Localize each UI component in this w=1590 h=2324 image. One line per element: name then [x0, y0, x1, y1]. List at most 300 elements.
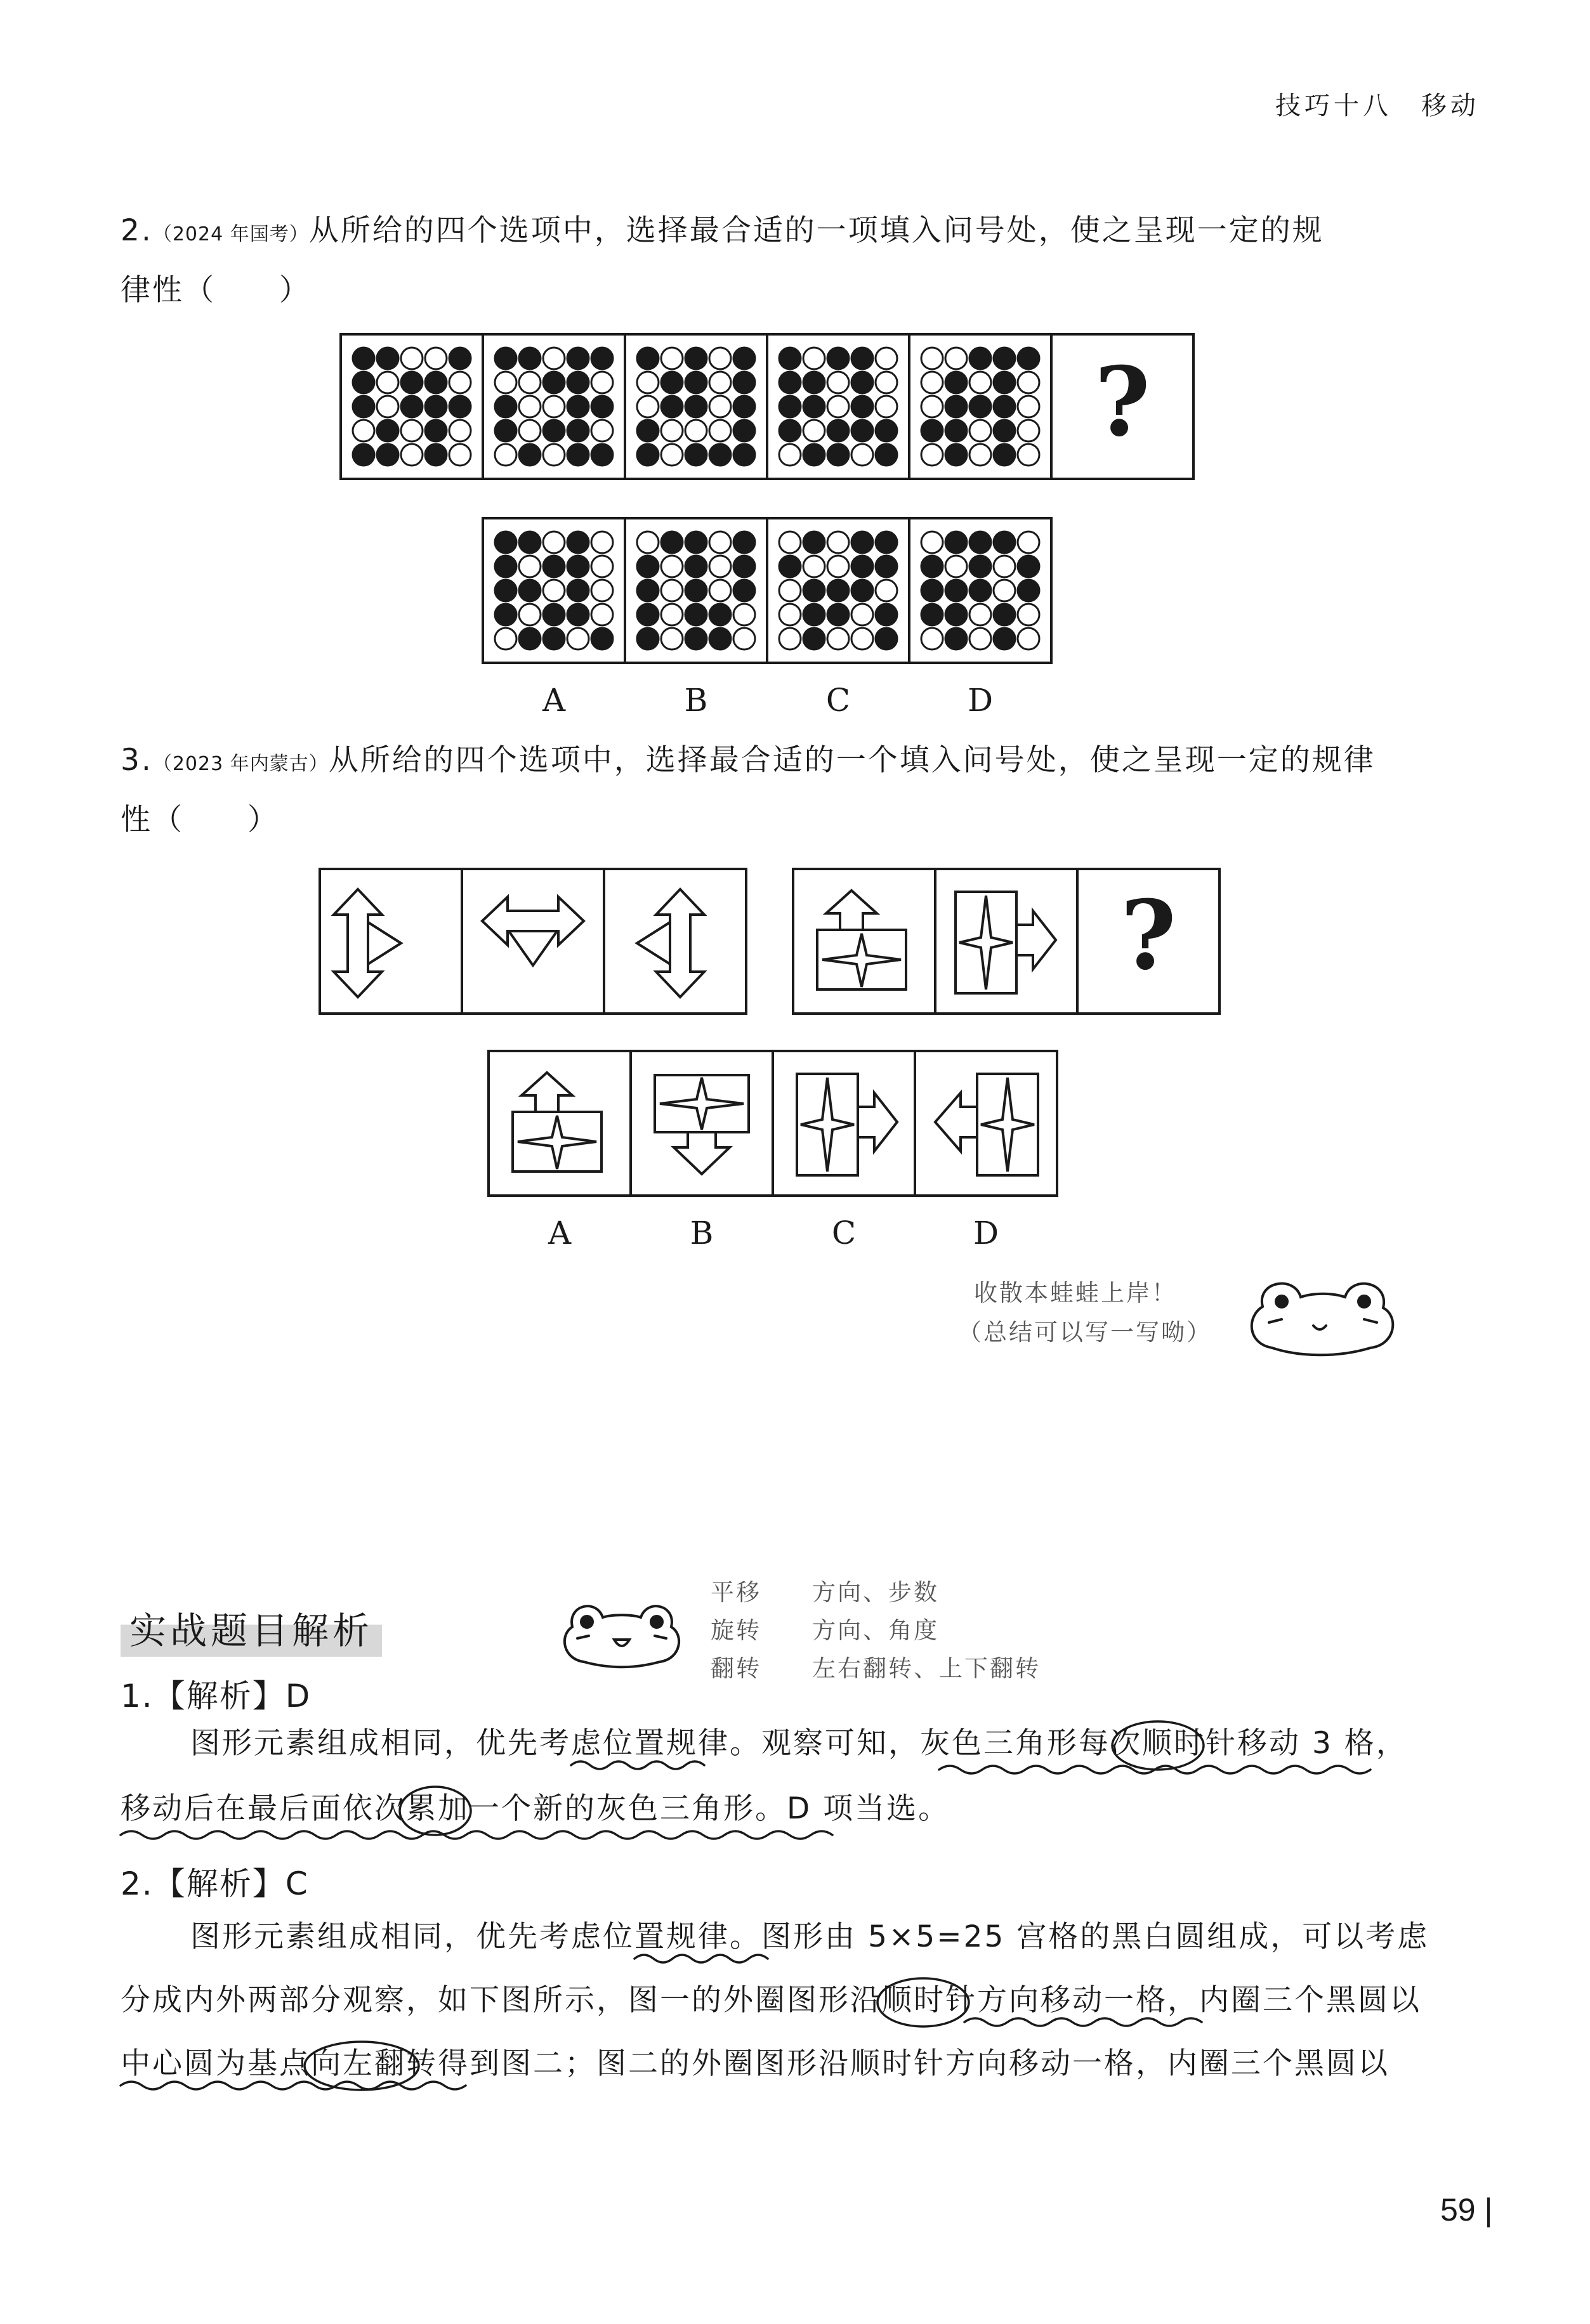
q3-option-c[interactable] [772, 1050, 916, 1197]
grid-dot [567, 556, 589, 577]
grid-dot [685, 396, 707, 417]
ans2-line1: 图形元素组成相同，优先考虑位置规律。图形由 5×5=25 宫格的黑白圆组成，可以考虑 [190, 1919, 1429, 1954]
grid-dot [921, 532, 943, 553]
grid-dot [733, 628, 755, 650]
grid-dot [803, 372, 825, 393]
grid-dot [733, 396, 755, 417]
q3-label-d: D [973, 1215, 999, 1251]
grid-dot [685, 628, 707, 650]
grid-dot [779, 348, 801, 369]
grid-dot [733, 444, 755, 466]
q3-panel-2 [461, 868, 605, 1015]
grid-dot [994, 348, 1015, 369]
grid-dot [661, 556, 683, 577]
wavy-underline [964, 2018, 1202, 2026]
grid-dot [1018, 396, 1039, 417]
q3-option-b[interactable] [629, 1050, 774, 1197]
grid-dot [969, 532, 991, 553]
grid-dot [851, 556, 873, 577]
q2-line2: 律性（ ） [121, 273, 311, 308]
grid-dot [637, 444, 659, 466]
grid-dot [827, 348, 849, 369]
ans1-line2: 移动后在最后面依次累加一个新的灰色三角形。D 项当选。 [121, 1791, 950, 1826]
grid-dot [779, 580, 801, 601]
grid-dot [827, 604, 849, 625]
grid-dot [733, 580, 755, 601]
grid-dot [876, 580, 897, 601]
grid-dot [591, 580, 613, 601]
grid-dot [1018, 628, 1039, 650]
grid-dot [779, 532, 801, 553]
grid-dot [567, 580, 589, 601]
grid-dot [685, 580, 707, 601]
grid-dot [495, 348, 516, 369]
grid-dot [591, 372, 613, 393]
grid-dot [709, 420, 731, 441]
dot-grid [626, 519, 766, 662]
grid-dot [519, 444, 541, 466]
grid-dot [851, 532, 873, 553]
grid-dot [449, 396, 471, 417]
grid-dot [591, 532, 613, 553]
grid-dot [661, 444, 683, 466]
grid-dot [994, 580, 1015, 601]
grid-dot [519, 628, 541, 650]
dot-grid [910, 519, 1050, 662]
grid-dot [945, 628, 967, 650]
grid-dot [567, 420, 589, 441]
wavy-underline [634, 1955, 768, 1962]
grid-dot [661, 372, 683, 393]
q2-label-b: B [684, 682, 708, 719]
wavy-underline [121, 2082, 466, 2089]
grid-dot [969, 556, 991, 577]
dot-grid [484, 519, 624, 662]
q3-question-panel: ? [1076, 868, 1221, 1015]
grid-dot [1018, 604, 1039, 625]
grid-dot [637, 580, 659, 601]
grid-dot [591, 556, 613, 577]
grid-dot [969, 396, 991, 417]
grid-dot [637, 532, 659, 553]
grid-dot [661, 420, 683, 441]
grid-dot [945, 580, 967, 601]
q2-line1 [121, 213, 1324, 248]
grid-dot [567, 628, 589, 650]
grid-dot [685, 372, 707, 393]
grid-dot [353, 444, 374, 466]
grid-dot [876, 444, 897, 466]
q2-label-c: C [825, 682, 851, 719]
grid-dot [401, 372, 423, 393]
grid-dot [921, 556, 943, 577]
grid-dot [733, 420, 755, 441]
grid-dot [661, 580, 683, 601]
arrow-rect-star-figure [774, 1052, 914, 1194]
grid-dot [519, 556, 541, 577]
grid-dot [353, 420, 374, 441]
grid-dot [449, 420, 471, 441]
grid-dot [495, 628, 516, 650]
grid-dot [994, 604, 1015, 625]
grid-dot [377, 396, 398, 417]
grid-dot [827, 420, 849, 441]
grid-dot [779, 396, 801, 417]
grid-dot [1018, 444, 1039, 466]
grid-dot [876, 604, 897, 625]
grid-dot [591, 444, 613, 466]
q3-line2: 性（ ） [121, 802, 279, 837]
dot-grid [910, 336, 1050, 478]
grid-dot [637, 372, 659, 393]
grid-dot [994, 444, 1015, 466]
grid-dot [425, 420, 447, 441]
grid-dot [495, 532, 516, 553]
q2-panel-3 [624, 333, 768, 480]
grid-dot [709, 348, 731, 369]
wavy-underline [571, 1761, 704, 1769]
grid-dot [401, 420, 423, 441]
grid-dot [733, 532, 755, 553]
grid-dot [637, 420, 659, 441]
grid-dot [709, 532, 731, 553]
grid-dot [921, 604, 943, 625]
grid-dot [1018, 556, 1039, 577]
ans1-line1: 图形元素组成相同，优先考虑位置规律。观察可知，灰色三角形每次顺时针移动 3 格， [190, 1726, 1408, 1761]
grid-dot [449, 372, 471, 393]
grid-dot [425, 444, 447, 466]
grid-dot [921, 372, 943, 393]
grid-dot [779, 372, 801, 393]
grid-dot [519, 604, 541, 625]
grid-dot [709, 444, 731, 466]
grid-dot [519, 372, 541, 393]
grid-dot [543, 444, 565, 466]
grid-dot [449, 444, 471, 466]
grid-dot [969, 348, 991, 369]
grid-dot [1018, 348, 1039, 369]
grid-dot [803, 628, 825, 650]
grid-dot [591, 396, 613, 417]
q2-number: 2. [121, 213, 153, 248]
grid-dot [519, 420, 541, 441]
grid-dot [851, 372, 873, 393]
grid-dot [876, 556, 897, 577]
grid-dot [733, 348, 755, 369]
grid-dot [969, 372, 991, 393]
grid-dot [519, 532, 541, 553]
grid-dot [591, 628, 613, 650]
grid-dot [803, 348, 825, 369]
q2-label-d: D [967, 682, 994, 719]
q3-panel-5 [934, 868, 1079, 1015]
grid-dot [543, 580, 565, 601]
arrow-rect-star-figure [794, 870, 934, 1012]
arrow-rect-star-figure [632, 1052, 772, 1194]
grid-dot [779, 420, 801, 441]
grid-dot [709, 556, 731, 577]
grid-dot [661, 396, 683, 417]
grid-dot [876, 396, 897, 417]
grid-dot [827, 532, 849, 553]
grid-dot [803, 532, 825, 553]
q3-label-c: C [831, 1215, 857, 1251]
grid-dot [1018, 420, 1039, 441]
grid-dot [637, 348, 659, 369]
q3-option-a[interactable] [487, 1050, 632, 1197]
grid-dot [425, 348, 447, 369]
grid-dot [803, 420, 825, 441]
grid-dot [994, 372, 1015, 393]
grid-dot [969, 420, 991, 441]
grid-dot [495, 604, 516, 625]
grid-dot [543, 556, 565, 577]
q2-option-d[interactable] [908, 517, 1053, 664]
q3-panel-4 [792, 868, 936, 1015]
grid-dot [803, 604, 825, 625]
grid-dot [709, 604, 731, 625]
grid-dot [921, 444, 943, 466]
grid-dot [567, 372, 589, 393]
grid-dot [945, 532, 967, 553]
grid-dot [876, 532, 897, 553]
grid-dot [969, 580, 991, 601]
grid-dot [637, 556, 659, 577]
summary-term: 旋转 [711, 1617, 761, 1644]
grid-dot [377, 372, 398, 393]
grid-dot [661, 532, 683, 553]
grid-dot [685, 444, 707, 466]
grid-dot [685, 420, 707, 441]
grid-dot [709, 372, 731, 393]
grid-dot [921, 628, 943, 650]
q2-option-b[interactable] [624, 517, 768, 664]
grid-dot [921, 348, 943, 369]
grid-dot [779, 556, 801, 577]
grid-dot [945, 444, 967, 466]
grid-dot [969, 444, 991, 466]
grid-dot [709, 580, 731, 601]
page-number: 59 | [1440, 2192, 1493, 2228]
grid-dot [543, 604, 565, 625]
arrow-rect-star-figure [916, 1052, 1056, 1194]
q2-label-a: A [542, 682, 566, 719]
grid-dot [495, 396, 516, 417]
dot-grid [768, 336, 908, 478]
grid-dot [851, 420, 873, 441]
q3-text: 从所给的四个选项中，选择最合适的一个填入问号处，使之呈现一定的规律 [328, 743, 1376, 778]
grid-dot [543, 628, 565, 650]
q2-text: 从所给的四个选项中，选择最合适的一项填入问号处，使之呈现一定的规 [308, 213, 1324, 248]
grid-dot [876, 372, 897, 393]
q2-panel-1 [339, 333, 484, 480]
q3-option-d[interactable] [914, 1050, 1058, 1197]
grid-dot [921, 420, 943, 441]
frog-note-line1: 收散本蛙蛙上岸！ [974, 1279, 1177, 1307]
grid-dot [945, 604, 967, 625]
grid-dot [945, 372, 967, 393]
grid-dot [495, 580, 516, 601]
grid-dot [637, 628, 659, 650]
grid-dot [377, 444, 398, 466]
grid-dot [945, 348, 967, 369]
grid-dot [876, 420, 897, 441]
q2-panel-2 [482, 333, 626, 480]
grid-dot [661, 628, 683, 650]
q3-line1 [121, 743, 1376, 778]
double-arrow-triangle-figure [463, 870, 603, 1012]
grid-dot [709, 628, 731, 650]
grid-dot [353, 348, 374, 369]
wavy-underline [939, 1766, 1370, 1773]
grid-dot [994, 532, 1015, 553]
summary-note-1 [711, 1573, 939, 1607]
ans2-label: 2.【解析】C [121, 1865, 309, 1902]
grid-dot [779, 628, 801, 650]
grid-dot [661, 604, 683, 625]
q2-option-a[interactable] [482, 517, 626, 664]
grid-dot [851, 580, 873, 601]
grid-dot [353, 372, 374, 393]
ans2-line3: 中心圆为基点向左翻转得到图二；图二的外圈图形沿顺时针方向移动一格，内圈三个黑圆以 [121, 2046, 1390, 2081]
grid-dot [495, 372, 516, 393]
grid-dot [519, 396, 541, 417]
q2-question-panel: ? [1050, 333, 1195, 480]
grid-dot [377, 420, 398, 441]
ans2-line2: 分成内外两部分观察，如下图所示，图一的外圈图形沿顺时针方向移动一格，内圈三个黑圆以 [121, 1983, 1421, 2018]
grid-dot [1018, 580, 1039, 601]
summary-desc: 方向、角度 [812, 1617, 939, 1644]
grid-dot [851, 628, 873, 650]
double-arrow-triangle-figure [605, 870, 745, 1012]
dot-grid [768, 519, 908, 662]
frog-note-line2: （总结可以写一写呦） [958, 1319, 1212, 1346]
grid-dot [876, 628, 897, 650]
grid-dot [803, 556, 825, 577]
grid-dot [827, 444, 849, 466]
q3-number: 3. [121, 743, 153, 778]
grid-dot [945, 556, 967, 577]
summary-desc: 方向、步数 [812, 1579, 939, 1606]
summary-note-2 [711, 1611, 939, 1645]
grid-dot [685, 532, 707, 553]
grid-dot [543, 372, 565, 393]
running-header: 技巧十八 移动 [1275, 91, 1480, 121]
grid-dot [709, 396, 731, 417]
grid-dot [637, 396, 659, 417]
grid-dot [827, 556, 849, 577]
grid-dot [733, 556, 755, 577]
q3-label-b: B [690, 1215, 714, 1251]
grid-dot [519, 348, 541, 369]
arrow-rect-star-figure [936, 870, 1076, 1012]
dot-grid [626, 336, 766, 478]
grid-dot [591, 420, 613, 441]
grid-dot [661, 348, 683, 369]
grid-dot [685, 604, 707, 625]
grid-dot [543, 532, 565, 553]
grid-dot [803, 396, 825, 417]
grid-dot [827, 372, 849, 393]
grid-dot [1018, 532, 1039, 553]
grid-dot [567, 532, 589, 553]
grid-dot [969, 604, 991, 625]
grid-dot [637, 604, 659, 625]
grid-dot [543, 348, 565, 369]
grid-dot [994, 628, 1015, 650]
grid-dot [733, 604, 755, 625]
grid-dot [994, 396, 1015, 417]
summary-desc: 左右翻转、上下翻转 [812, 1655, 1041, 1682]
grid-dot [543, 420, 565, 441]
ans1-label: 1.【解析】D [121, 1678, 312, 1714]
q2-panel-4 [766, 333, 910, 480]
grid-dot [827, 628, 849, 650]
grid-dot [425, 396, 447, 417]
arrow-rect-star-figure [490, 1052, 629, 1194]
grid-dot [567, 444, 589, 466]
frog-icon [1244, 1262, 1402, 1364]
grid-dot [685, 556, 707, 577]
grid-dot [591, 348, 613, 369]
q2-source: （2024 年国考） [152, 223, 309, 245]
grid-dot [851, 604, 873, 625]
grid-dot [851, 348, 873, 369]
grid-dot [449, 348, 471, 369]
grid-dot [567, 396, 589, 417]
grid-dot [353, 396, 374, 417]
grid-dot [945, 396, 967, 417]
grid-dot [543, 396, 565, 417]
grid-dot [994, 420, 1015, 441]
dot-grid [342, 336, 482, 478]
grid-dot [803, 580, 825, 601]
grid-dot [519, 580, 541, 601]
grid-dot [851, 444, 873, 466]
grid-dot [945, 420, 967, 441]
frog-icon [558, 1589, 685, 1671]
double-arrow-triangle-figure [321, 870, 461, 1012]
grid-dot [921, 396, 943, 417]
grid-dot [377, 348, 398, 369]
grid-dot [401, 444, 423, 466]
grid-dot [876, 348, 897, 369]
grid-dot [425, 372, 447, 393]
summary-note-3 [711, 1649, 1041, 1683]
grid-dot [567, 348, 589, 369]
grid-dot [567, 604, 589, 625]
grid-dot [401, 348, 423, 369]
grid-dot [685, 348, 707, 369]
q3-panel-3 [603, 868, 747, 1015]
grid-dot [921, 580, 943, 601]
grid-dot [969, 628, 991, 650]
wavy-underline [121, 1831, 832, 1839]
q3-label-a: A [548, 1215, 572, 1251]
grid-dot [827, 580, 849, 601]
q2-option-c[interactable] [766, 517, 910, 664]
dot-grid [484, 336, 624, 478]
summary-term: 翻转 [711, 1655, 761, 1682]
grid-dot [495, 420, 516, 441]
q3-panel-1 [319, 868, 463, 1015]
section-title: 实战题目解析 [121, 1598, 382, 1657]
grid-dot [1018, 372, 1039, 393]
grid-dot [994, 556, 1015, 577]
grid-dot [591, 604, 613, 625]
grid-dot [401, 396, 423, 417]
q3-source: （2023 年内蒙古） [152, 753, 329, 775]
